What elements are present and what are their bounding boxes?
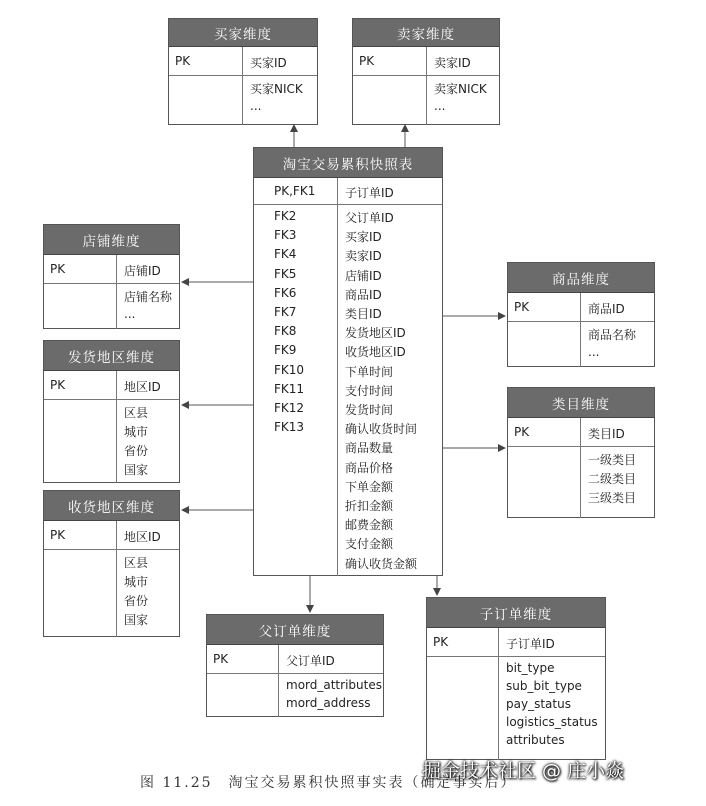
field-label: 类目ID bbox=[345, 307, 382, 321]
field-label: 子订单ID bbox=[506, 636, 555, 651]
field-label: 收货地区ID bbox=[345, 345, 406, 360]
field-label: 确认收货金额 bbox=[345, 556, 418, 571]
field-label: 确认收货时间 bbox=[345, 422, 418, 437]
key-label: PK bbox=[433, 634, 449, 649]
key-label: PK bbox=[514, 299, 530, 314]
field-label: 卖家NICK bbox=[434, 82, 487, 96]
key-label: PK,FK1 bbox=[274, 183, 316, 198]
field-label: 店铺ID bbox=[345, 268, 382, 283]
key-label: PK bbox=[213, 651, 229, 666]
key-label: FK10 bbox=[274, 362, 305, 377]
field-label: 城市 bbox=[124, 425, 149, 439]
key-label: FK6 bbox=[274, 285, 297, 300]
table-title: 买家维度 bbox=[169, 19, 317, 47]
table-title: 店铺维度 bbox=[44, 225, 179, 255]
field-label: 国家 bbox=[124, 613, 149, 627]
field-label: 区县 bbox=[124, 406, 149, 420]
field-label: ... bbox=[124, 307, 136, 321]
field-label: mord_address bbox=[286, 696, 371, 710]
field-label: 买家ID bbox=[345, 230, 382, 245]
field-label: 商品ID bbox=[588, 301, 625, 316]
field-label: 下单金额 bbox=[345, 479, 394, 494]
field-label: 买家ID bbox=[250, 55, 287, 70]
field-label: 三级类目 bbox=[588, 491, 637, 505]
table-title: 商品维度 bbox=[508, 263, 654, 293]
field-label: 地区ID bbox=[124, 379, 161, 394]
field-label: ... bbox=[250, 99, 262, 113]
table-title: 卖家维度 bbox=[353, 19, 499, 47]
key-label: FK4 bbox=[274, 247, 297, 262]
field-label: 城市 bbox=[124, 575, 149, 589]
key-label: FK3 bbox=[274, 228, 297, 243]
field-label: 区县 bbox=[124, 556, 149, 570]
field-label: logistics_status bbox=[506, 715, 598, 729]
key-label: PK bbox=[175, 53, 191, 68]
field-label: 邮费金额 bbox=[345, 518, 394, 533]
field-label: 商品ID bbox=[345, 287, 382, 302]
key-label: FK11 bbox=[274, 381, 305, 396]
field-label: 商品数量 bbox=[345, 441, 394, 456]
field-label: 支付时间 bbox=[345, 383, 394, 398]
key-label: FK13 bbox=[274, 420, 305, 435]
field-label: 一级类目 bbox=[588, 453, 637, 467]
table-title: 收货地区维度 bbox=[44, 491, 179, 521]
table-title: 发货地区维度 bbox=[44, 341, 179, 371]
field-label: pay_status bbox=[506, 697, 571, 711]
key-label: PK bbox=[359, 53, 375, 68]
key-label: PK bbox=[514, 424, 530, 439]
field-label: 卖家ID bbox=[345, 249, 382, 264]
key-label: PK bbox=[50, 377, 66, 392]
key-label: PK bbox=[50, 527, 66, 542]
field-label: 下单时间 bbox=[345, 364, 394, 379]
field-label: 省份 bbox=[124, 444, 149, 458]
table-title: 父订单维度 bbox=[207, 615, 383, 645]
field-label: sub_bit_type bbox=[506, 679, 582, 693]
key-label: FK7 bbox=[274, 305, 297, 319]
key-label: FK8 bbox=[274, 324, 297, 339]
field-label: 发货时间 bbox=[345, 403, 394, 417]
table-title: 类目维度 bbox=[508, 388, 654, 418]
key-label: FK2 bbox=[274, 209, 297, 223]
field-label: 父订单ID bbox=[345, 211, 394, 225]
field-label: attributes bbox=[506, 733, 565, 747]
field-label: 支付金额 bbox=[345, 537, 394, 552]
field-label: 商品价格 bbox=[345, 460, 394, 475]
field-label: 父订单ID bbox=[286, 653, 335, 668]
field-label: 省份 bbox=[124, 594, 149, 608]
table-title: 淘宝交易累积快照表 bbox=[254, 148, 442, 178]
figure-caption: 图 11.25 淘宝交易累积快照事实表（确定事实后） bbox=[140, 775, 517, 791]
field-label: 折扣金额 bbox=[345, 499, 394, 513]
field-label: 地区ID bbox=[124, 529, 161, 544]
field-label: 发货地区ID bbox=[345, 326, 406, 341]
watermark: 掘金技术社区 @ 庄小焱 bbox=[422, 760, 625, 782]
field-label: 子订单ID bbox=[345, 185, 394, 200]
field-label: 国家 bbox=[124, 463, 149, 477]
key-label: FK5 bbox=[274, 266, 297, 281]
field-label: 商品名称 bbox=[588, 328, 637, 342]
field-label: 卖家ID bbox=[434, 55, 471, 70]
table-title: 子订单维度 bbox=[427, 598, 605, 628]
key-label: PK bbox=[50, 261, 66, 276]
key-label: FK12 bbox=[274, 401, 305, 415]
key-label: FK9 bbox=[274, 343, 297, 358]
field-label: ... bbox=[434, 99, 446, 113]
field-label: 店铺ID bbox=[124, 263, 161, 278]
field-label: mord_attributes bbox=[286, 678, 382, 692]
field-label: 买家NICK bbox=[250, 82, 303, 96]
field-label: ... bbox=[588, 345, 600, 359]
field-label: 店铺名称 bbox=[124, 290, 173, 304]
field-label: bit_type bbox=[506, 661, 555, 675]
field-label: 二级类目 bbox=[588, 472, 637, 486]
field-label: 类目ID bbox=[588, 426, 625, 441]
